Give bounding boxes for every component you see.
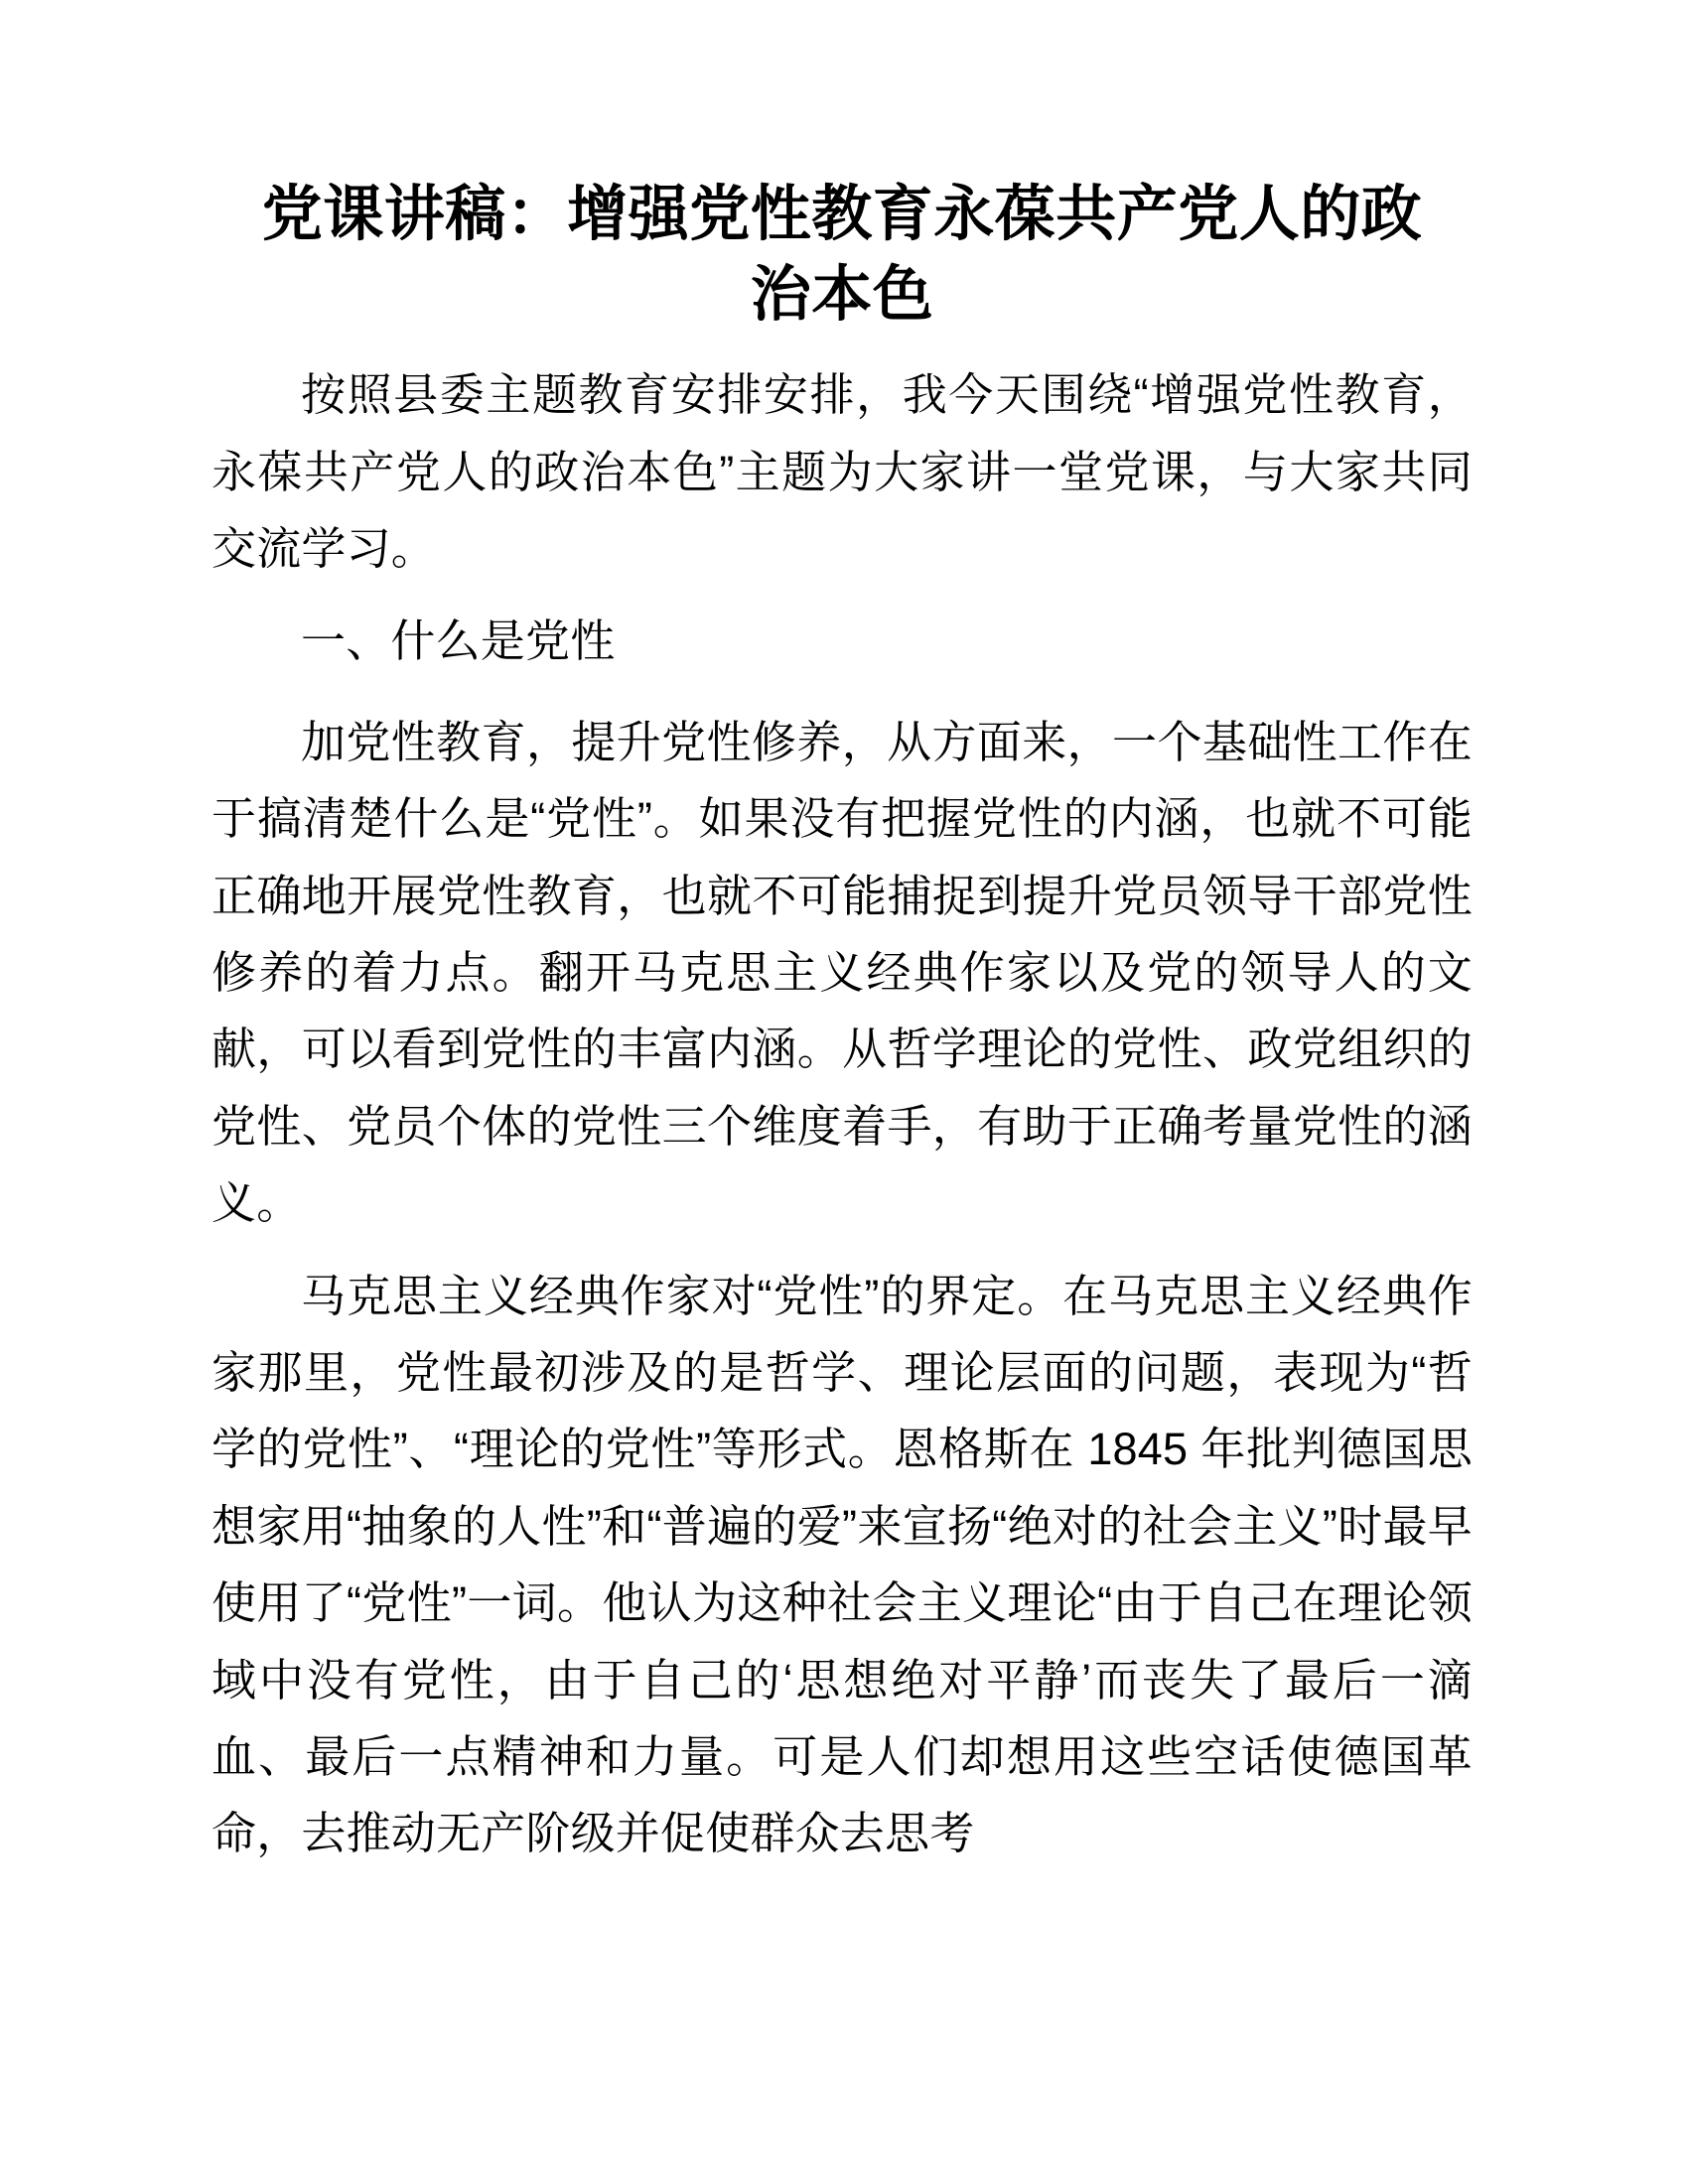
document-body — [211, 174, 1473, 1888]
page-title: 党课讲稿：增强党性教育永葆共产党人的政治本色 — [261, 180, 1423, 329]
paragraph-body-2: 马克思主义经典作家对“党性”的界定。在马克思主义经典作家那里，党性最初涉及的是哲学、理论层面的问题，表现为“哲学的党性”、“理论的党性”等形式。恩格斯在 1845 年批判德国思想家用“抽象的人性”和“普遍的爱”来宣扬“绝对的社会主义”时最早使用了“党性”一词。他认为这种社会主义理论“由于自己在理论领域中没有党性，由于自己的‘思想绝对平静’而丧失了最后一滴血、最后一点精神和力量。可是人们却想用这些空话使德国革命，去推动无产阶级并促使群众去思考 — [211, 1270, 1473, 1859]
section-heading-what-is-party-spirit: 一、什么是党性 — [301, 615, 616, 667]
paragraph-body-1: 加党性教育，提升党性修养，从方面来，一个基础性工作在于搞清楚什么是“党性”。如果没有把握党性的内涵，也就不可能正确地开展党性教育，也就不可能捕捉到提升党员领导干部党性修养的着力点。翻开马克思主义经典作家以及党的领导人的文献，可以看到党性的丰富内涵。从哲学理论的党性、政党组织的党性、党员个体的党性三个维度着手，有助于正确考量党性的涵义。 — [211, 716, 1473, 1229]
paragraph-intro: 按照县委主题教育安排安排，我今天围绕“增强党性教育，永葆共产党人的政治本色”主题为大家讲一堂党课，与大家共同交流学习。 — [211, 369, 1473, 575]
